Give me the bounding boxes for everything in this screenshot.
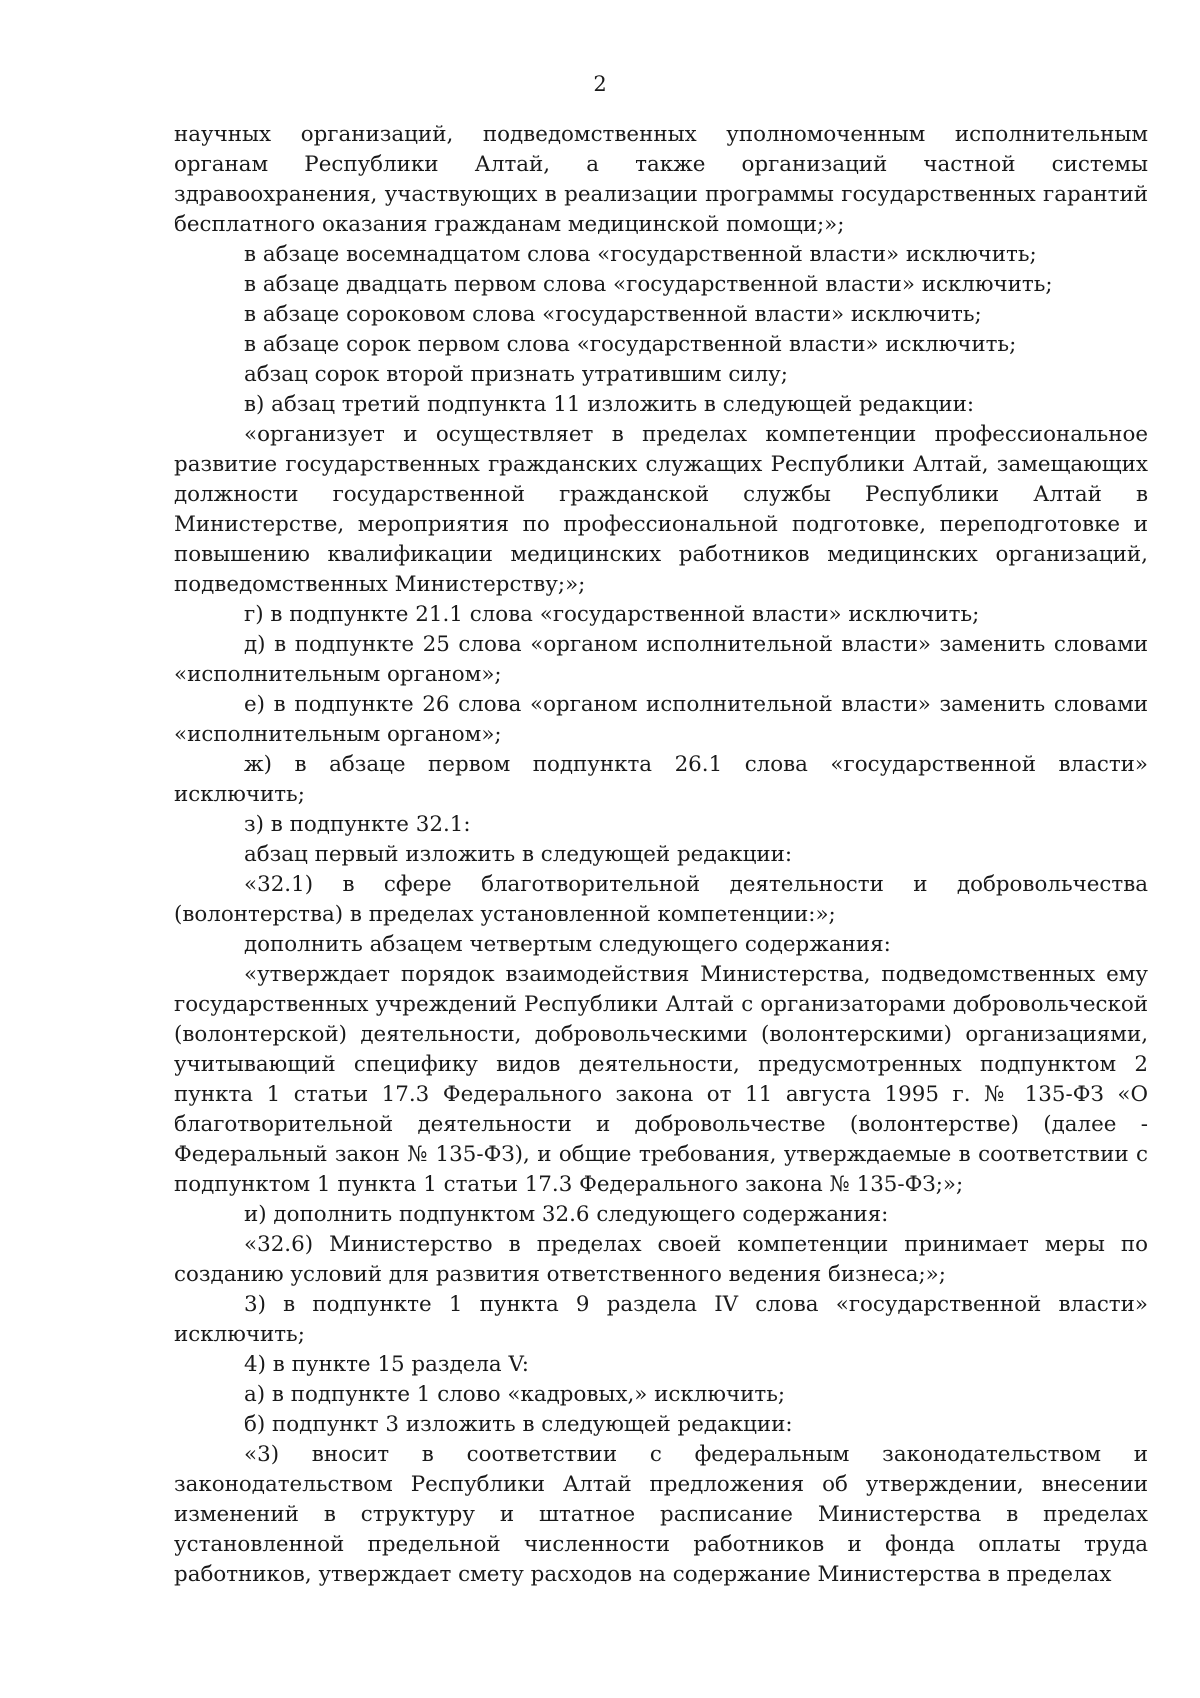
paragraph: 3) в подпункте 1 пункта 9 раздела IV слова «государственной власти» исключить; [174,1292,1148,1347]
paragraph: ж) в абзаце первом подпункта 26.1 слова «государственной власти» исключить; [174,752,1148,807]
paragraph: е) в подпункте 26 слова «органом исполнительной власти» заменить словами «исполнительным органом»; [174,692,1148,747]
paragraph: «утверждает порядок взаимодействия Министерства, подведомственных ему государственных учреждений Республики Алтай с организаторами добровольческой (волонтерской) деятельности, добровольческими (волонтерскими) организациями, учитывающий специфику видов деятельности, предусмотренных подпунктом 2 пункта 1 статьи 17.3 Федерального закона от 11 августа 1995 г. № 135-ФЗ «О благотворительной деятельности и добровольчестве (волонтерстве) (далее - Федеральный закон № 135-ФЗ), и общие требования, утверждаемые в соответствии с подпунктом 1 пункта 1 статьи 17.3 Федерального закона № 135-ФЗ;»; [174,962,1148,1197]
paragraph: «3) вносит в соответствии с федеральным законодательством и законодательством Республики Алтай предложения об утверждении, внесении изменений в структуру и штатное расписание Министерства в пределах установленной предельной численности работников и фонда оплаты труда работников, утверждает смету расходов на содержание Министерства в пределах [174,1442,1148,1587]
paragraph: 4) в пункте 15 раздела V: [244,1352,529,1377]
paragraph: в абзаце сороковом слова «государственной власти» исключить; [244,302,982,327]
paragraph: «32.1) в сфере благотворительной деятельности и добровольчества (волонтерства) в пределах установленной компетенции:»; [174,872,1148,927]
page-number: 2 [593,72,607,96]
paragraph: абзац первый изложить в следующей редакции: [244,842,793,867]
paragraph: «организует и осуществляет в пределах компетенции профессиональное развитие государственных гражданских служащих Республики Алтай, замещающих должности государственной гражданской службы Республики Алтай в Министерстве, мероприятия по профессиональной подготовке, переподготовке и повышению квалификации медицинских работников медицинских организаций, подведомственных Министерству;»; [174,422,1148,597]
paragraph: и) дополнить подпунктом 32.6 следующего содержания: [244,1202,889,1227]
paragraph: в абзаце двадцать первом слова «государственной власти» исключить; [244,272,1053,297]
paragraph: научных организаций, подведомственных уполномоченным исполнительным органам Республики Алтай, а также организаций частной системы здравоохранения, участвующих в реализации программы государственных гарантий бесплатного оказания гражданам медицинской помощи;»; [174,122,1148,237]
paragraph: б) подпункт 3 изложить в следующей редакции: [244,1412,793,1437]
paragraph: в абзаце восемнадцатом слова «государственной власти» исключить; [244,242,1037,267]
paragraph: «32.6) Министерство в пределах своей компетенции принимает меры по созданию условий для развития ответственного ведения бизнеса;»; [174,1232,1148,1287]
paragraph: а) в подпункте 1 слово «кадровых,» исключить; [244,1382,786,1407]
paragraph: г) в подпункте 21.1 слова «государственной власти» исключить; [244,602,980,627]
paragraph: з) в подпункте 32.1: [244,812,471,837]
paragraph: дополнить абзацем четвертым следующего содержания: [244,932,891,957]
paragraph: абзац сорок второй признать утратившим силу; [244,362,788,387]
paragraph: д) в подпункте 25 слова «органом исполнительной власти» заменить словами «исполнительным органом»; [174,632,1148,687]
document-body [174,120,1148,1590]
paragraph: в абзаце сорок первом слова «государственной власти» исключить; [244,332,1017,357]
paragraph: в) абзац третий подпункта 11 изложить в следующей редакции: [244,392,975,417]
